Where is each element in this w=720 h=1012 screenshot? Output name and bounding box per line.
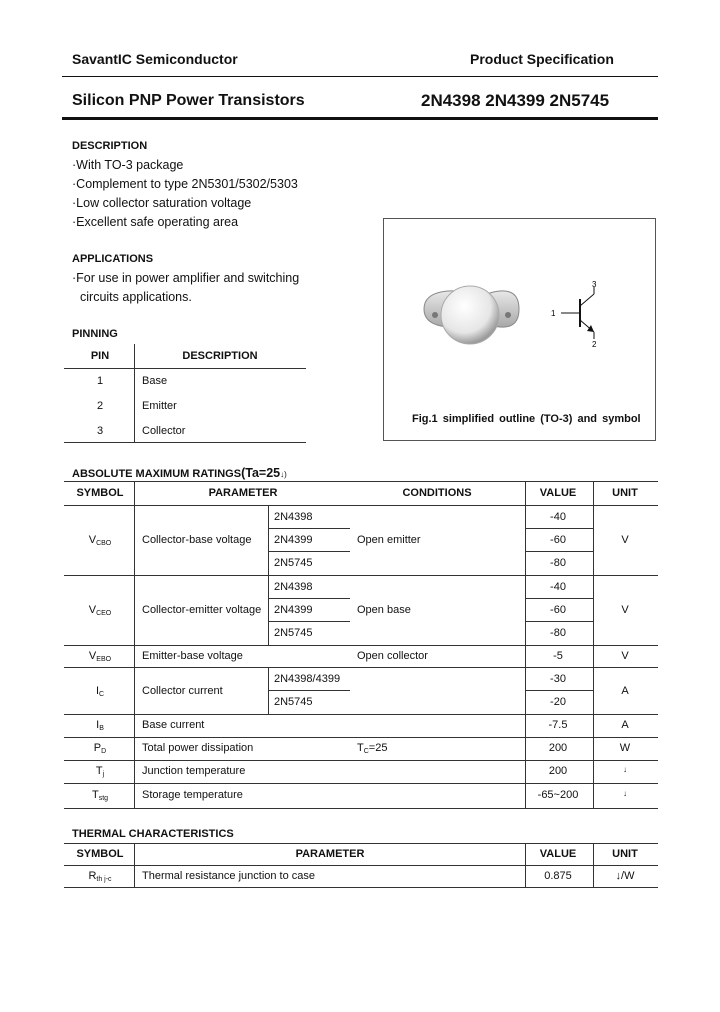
thermal-symbol-header: SYMBOL <box>76 848 124 860</box>
value-cell: -20 <box>550 696 566 708</box>
symbol-pd: $P_D$ <box>93 742 107 755</box>
symbol-vceo: $V_{CEO}$ <box>88 604 112 617</box>
symbol-rthjc: $R_{th j-c}$ <box>88 870 112 883</box>
condition-cell: Open emitter <box>357 534 421 546</box>
row-rule <box>268 551 350 552</box>
value-cell: -30 <box>550 673 566 685</box>
value-cell: 200 <box>548 765 568 777</box>
param-ib: Base current <box>142 719 205 731</box>
condition-cell: $T_C=25$ <box>357 742 388 755</box>
row-rule <box>525 598 593 599</box>
unit-cell: W <box>619 742 631 754</box>
device-cell: 2N5745 <box>274 557 313 569</box>
unit-cell: V <box>621 604 629 616</box>
row-rule <box>64 645 658 646</box>
pin-number: 1 <box>96 375 104 387</box>
unit-cell: A <box>621 685 629 697</box>
row-rule <box>525 621 593 622</box>
ratings-title-cond: (Ta=25 <box>241 466 281 480</box>
pin-header: PIN <box>90 350 110 362</box>
col-symbol-header: SYMBOL <box>76 487 124 499</box>
pinning-title: PINNING <box>72 328 118 340</box>
thermal-title: THERMAL CHARACTERISTICS <box>72 828 234 840</box>
col-divider <box>593 843 594 887</box>
ratings-title-text: ABSOLUTE MAXIMUM RATINGS <box>72 468 242 480</box>
symbol-pin3-label: 3 <box>592 280 597 289</box>
application-line: ·For use in power amplifier and switching <box>72 271 300 285</box>
value-cell: 0.875 <box>544 870 572 882</box>
value-cell: -80 <box>550 627 566 639</box>
symbol-pin2-label: 2 <box>592 340 597 349</box>
ratings-top-rule <box>64 481 658 482</box>
device-cell: 2N5745 <box>274 696 313 708</box>
value-cell: -60 <box>550 534 566 546</box>
ratings-title <box>72 466 287 480</box>
description-title: DESCRIPTION <box>72 140 148 152</box>
symbol-pin1-label: 1 <box>551 309 556 318</box>
ratings-title-unit: ↓) <box>280 470 287 479</box>
unit-cell: V <box>621 534 629 546</box>
col-divider <box>134 843 135 887</box>
row-rule <box>64 714 658 715</box>
col-unit-header: UNIT <box>612 487 638 499</box>
pin-desc-header: DESCRIPTION <box>182 350 258 362</box>
pin-table-bottom <box>64 442 306 443</box>
thermal-header-rule <box>64 865 658 866</box>
unit-cell: A <box>621 719 629 731</box>
product-line: Silicon PNP Power Transistors <box>72 92 305 109</box>
col-divider <box>268 575 269 645</box>
row-rule <box>268 621 350 622</box>
param-vceo: Collector-emitter voltage <box>142 604 262 616</box>
spec-label: Product Specification <box>470 51 614 67</box>
feature-item: ·Complement to type 2N5301/5302/5303 <box>72 177 298 191</box>
company-name: SavantIC Semiconductor <box>72 51 238 67</box>
value-cell: -40 <box>550 511 566 523</box>
feature-item: ·Excellent safe operating area <box>72 215 239 229</box>
thermal-bottom-rule <box>64 887 658 888</box>
thermal-top-rule <box>64 843 658 844</box>
header-rule-thick <box>62 117 658 120</box>
value-cell: -7.5 <box>548 719 568 731</box>
feature-item: ·With TO-3 package <box>72 158 184 172</box>
col-value-header: VALUE <box>539 487 577 499</box>
value-cell: -5 <box>553 650 563 662</box>
thermal-unit-header: UNIT <box>612 848 638 860</box>
param-ic: Collector current <box>142 685 223 697</box>
condition-cell: Open base <box>357 604 411 616</box>
symbol-vebo: $V_{EBO}$ <box>88 650 112 663</box>
device-cell: 2N4399 <box>274 604 313 616</box>
row-rule <box>268 690 350 691</box>
figure-box <box>383 218 656 441</box>
param-pd: Total power dissipation <box>142 742 254 754</box>
part-numbers: 2N4398 2N4399 2N5745 <box>421 91 610 110</box>
pin-description: Collector <box>142 425 186 437</box>
row-rule <box>64 667 658 668</box>
device-cell: 2N5745 <box>274 627 313 639</box>
device-cell: 2N4399 <box>274 534 313 546</box>
pin-description: Base <box>142 375 168 387</box>
thermal-parameter-header: PARAMETER <box>295 848 365 860</box>
header-rule-thin <box>62 76 658 77</box>
pin-description: Emitter <box>142 400 177 412</box>
device-cell: 2N4398 <box>274 581 313 593</box>
col-divider <box>525 843 526 887</box>
param-tstg: Storage temperature <box>142 789 243 801</box>
row-rule <box>64 737 658 738</box>
value-cell: -60 <box>550 604 566 616</box>
pin-table-divider <box>134 344 135 443</box>
param-vcbo: Collector-base voltage <box>142 534 252 546</box>
figure-caption: Fig.1 simplified outline (TO-3) and symbol <box>412 413 641 425</box>
symbol-tj: $T_j$ <box>95 765 105 778</box>
application-line: circuits applications. <box>80 290 192 304</box>
device-cell: 2N4398 <box>274 511 313 523</box>
pin-number: 3 <box>96 425 104 437</box>
value-cell: -40 <box>550 581 566 593</box>
symbol-tstg: $T_{stg}$ <box>91 789 109 802</box>
param-rthjc: Thermal resistance junction to case <box>142 870 316 882</box>
row-rule <box>64 760 658 761</box>
unit-cell: V <box>621 650 629 662</box>
value-cell: 200 <box>548 742 568 754</box>
thermal-value-header: VALUE <box>539 848 577 860</box>
param-vebo: Emitter-base voltage <box>142 650 243 662</box>
row-rule <box>64 783 658 784</box>
ratings-bottom-rule <box>64 808 658 809</box>
ratings-header-rule <box>64 505 658 506</box>
row-rule <box>268 598 350 599</box>
unit-cell: ↓ <box>623 789 627 798</box>
condition-cell: Open collector <box>357 650 428 662</box>
param-tj: Junction temperature <box>142 765 246 777</box>
symbol-ib: $I_B$ <box>96 719 104 732</box>
symbol-ic: $I_C$ <box>95 685 105 698</box>
unit-cell: ↓/W <box>615 870 635 882</box>
row-rule <box>64 575 658 576</box>
row-rule <box>525 528 593 529</box>
unit-cell: ↓ <box>623 765 627 774</box>
to3-package-illustration <box>384 219 657 442</box>
row-rule <box>268 528 350 529</box>
row-rule <box>525 690 593 691</box>
feature-item: ·Low collector saturation voltage <box>72 196 252 210</box>
col-conditions-header: CONDITIONS <box>402 487 472 499</box>
col-divider <box>268 505 269 575</box>
col-parameter-header: PARAMETER <box>208 487 278 499</box>
row-rule <box>525 551 593 552</box>
value-cell: -80 <box>550 557 566 569</box>
value-cell: -65~200 <box>537 789 579 801</box>
device-cell: 2N4398/4399 <box>274 673 341 685</box>
pin-number: 2 <box>96 400 104 412</box>
symbol-vcbo: $V_{CBO}$ <box>88 534 112 547</box>
pin-table-rule <box>64 368 306 369</box>
applications-title: APPLICATIONS <box>72 253 154 265</box>
